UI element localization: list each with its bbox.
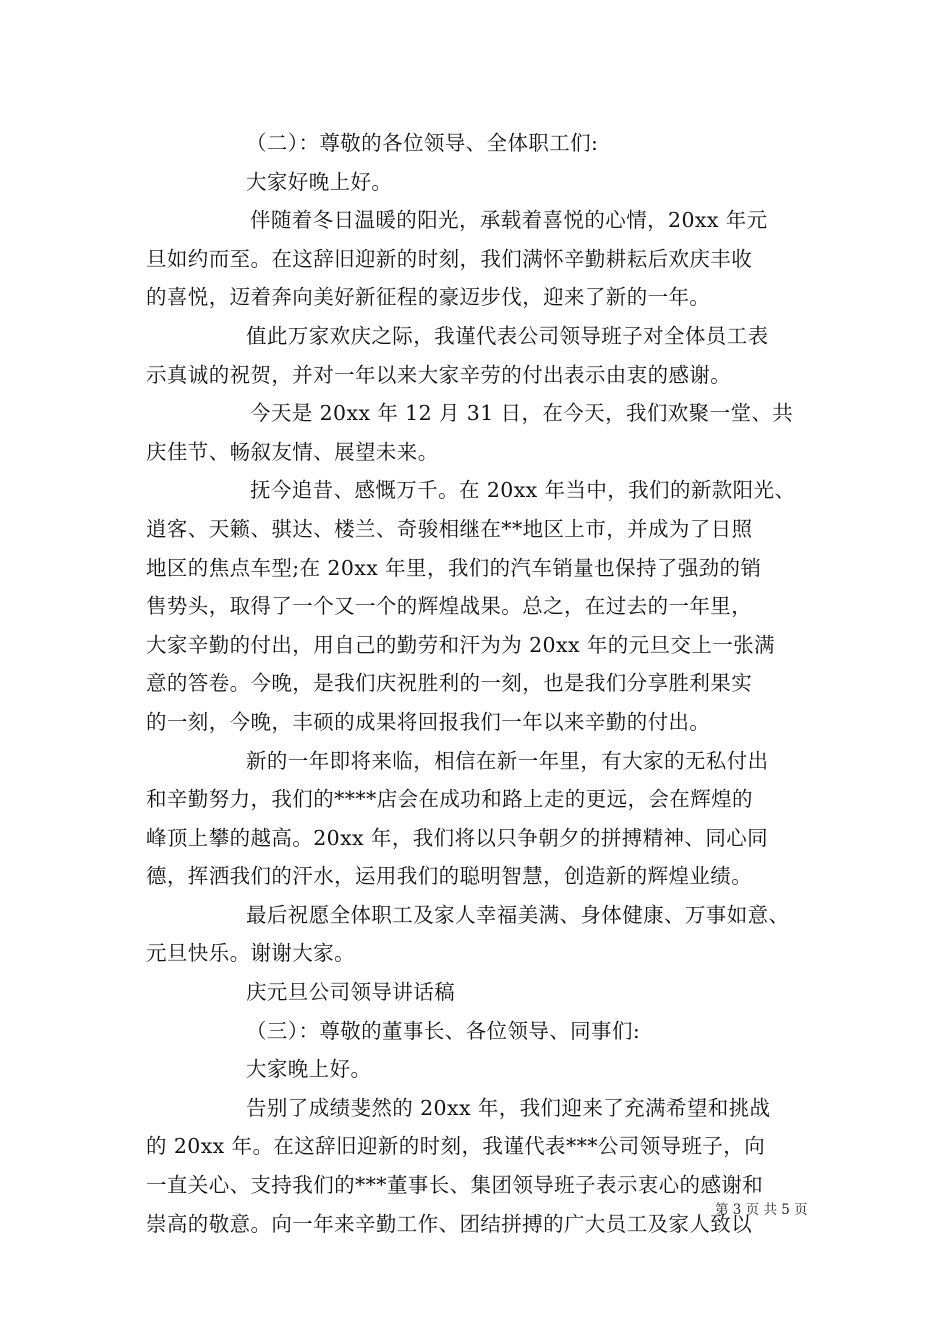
paragraph-line: 告别了成绩斐然的 20xx 年，我们迎来了充满希望和挑战 [246, 1095, 771, 1120]
paragraph-line: 最后祝愿全体职工及家人幸福美满、身体健康、万事如意、 [246, 902, 790, 927]
greeting-line: 大家晚上好。 [246, 1057, 372, 1082]
paragraph-line: 抚今追昔、感慨万千。在 20xx 年当中，我们的新款阳光、 [250, 478, 796, 503]
paragraph-line: 售势头，取得了一个又一个的辉煌战果。总之，在过去的一年里， [146, 594, 753, 619]
paragraph-line: 大家辛勤的付出，用自己的勤劳和汗为为 20xx 年的元旦交上一张满 [146, 632, 775, 657]
greeting-line: 大家好晚上好。 [246, 169, 393, 194]
paragraph-line: 崇高的敬意。向一年来辛勤工作、团结拼搏的广大员工及家人致以 [146, 1211, 753, 1236]
paragraph-line: 值此万家欢庆之际，我谨代表公司领导班子对全体员工表 [246, 323, 769, 348]
document-body [146, 124, 812, 1243]
paragraph-line: 地区的焦点车型;在 20xx 年里，我们的汽车销量也保持了强劲的销 [146, 555, 762, 580]
paragraph-line: 元旦快乐。谢谢大家。 [146, 941, 355, 966]
paragraph-line: 的喜悦，迈着奔向美好新征程的豪迈步伐，迎来了新的一年。 [146, 285, 711, 310]
paragraph-line: 庆佳节、畅叙友情、展望未来。 [146, 439, 439, 464]
paragraph-line: 一直关心、支持我们的***董事长、集团领导班子表示衷心的感谢和 [146, 1173, 764, 1198]
paragraph-line: 峰顶上攀的越高。20xx 年，我们将以只争朝夕的拼搏精神、同心同 [146, 825, 769, 850]
paragraph-line: 德，挥洒我们的汗水，运用我们的聪明智慧，创造新的辉煌业绩。 [146, 864, 753, 889]
paragraph-line: 新的一年即将来临，相信在新一年里，有大家的无私付出 [246, 748, 769, 773]
paragraph-line: 今天是 20xx 年 12 月 31 日，在今天，我们欢聚一堂、共 [250, 401, 794, 426]
section-two-salutation: （二）：尊敬的各位领导、全体职工们: [246, 131, 599, 155]
section-three-salutation: （三）：尊敬的董事长、各位领导、同事们: [246, 1018, 641, 1043]
section-title: 庆元旦公司领导讲话稿 [246, 980, 455, 1005]
paragraph-line: 逍客、天籁、骐达、楼兰、奇骏相继在**地区上市，并成为了日照 [146, 516, 753, 541]
paragraph-line: 伴随着冬日温暖的阳光，承载着喜悦的心情，20xx 年元 [250, 208, 768, 233]
page-number-footer: 第 3 页 共 5 页 [715, 1202, 808, 1218]
paragraph-line: 和辛勤努力，我们的****店会在成功和路上走的更远，会在辉煌的 [146, 787, 753, 812]
paragraph-line: 的一刻，今晚，丰硕的成果将回报我们一年以来辛勤的付出。 [146, 709, 711, 734]
paragraph-line: 旦如约而至。在这辞旧迎新的时刻，我们满怀辛勤耕耘后欢庆丰收 [146, 246, 753, 271]
paragraph-line: 示真诚的祝贺，并对一年以来大家辛劳的付出表示由衷的感谢。 [146, 362, 732, 387]
paragraph-line: 的 20xx 年。在这辞旧迎新的时刻，我谨代表***公司领导班子，向 [146, 1134, 766, 1159]
paragraph-line: 意的答卷。今晚，是我们庆祝胜利的一刻，也是我们分享胜利果实 [146, 671, 753, 696]
